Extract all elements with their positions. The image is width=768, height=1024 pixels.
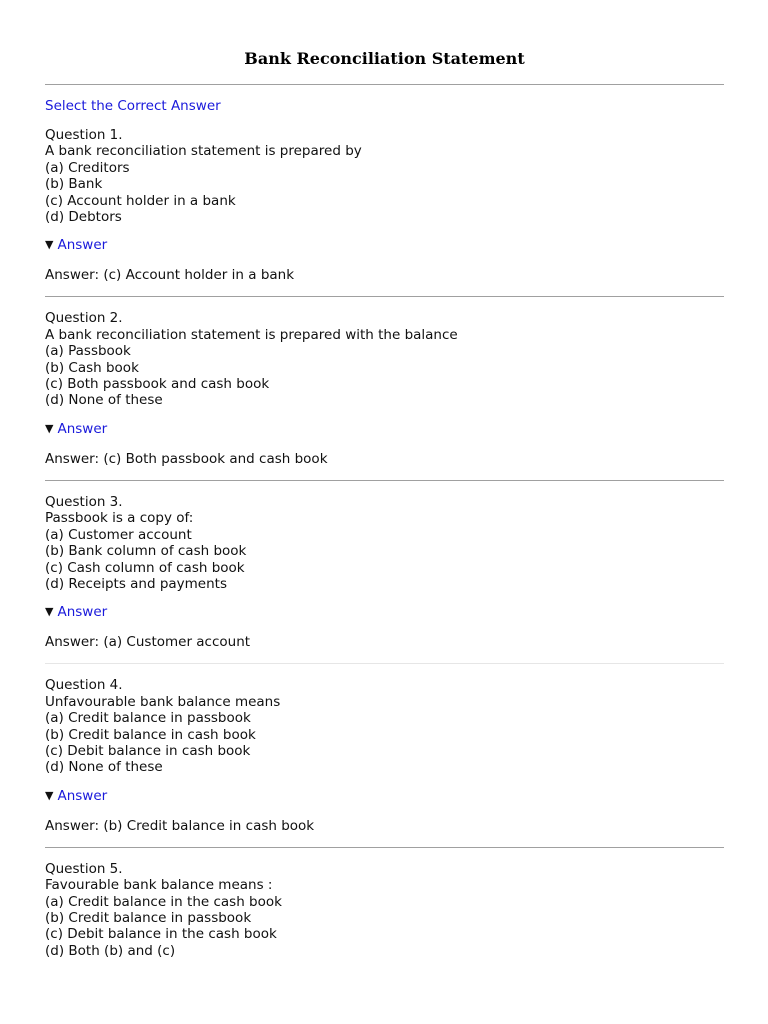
- question-4: [45, 677, 724, 775]
- question-5: [45, 861, 724, 959]
- answer-toggle-4[interactable]: [45, 788, 724, 805]
- question-text: A bank reconciliation statement is prepared by: [45, 143, 362, 160]
- answer-toggle-1[interactable]: [45, 237, 724, 254]
- question-text: Unfavourable bank balance means: [45, 693, 281, 710]
- option-c: (c) Both passbook and cash book: [45, 376, 270, 393]
- option-c: (c) Cash column of cash book: [45, 559, 245, 576]
- option-a: (a) Customer account: [45, 526, 192, 543]
- question-divider: [45, 296, 724, 297]
- option-c: (c) Account holder in a bank: [45, 192, 236, 209]
- question-text: Favourable bank balance means :: [45, 877, 273, 894]
- option-b: (b) Bank: [45, 176, 103, 193]
- option-a: (a) Credit balance in the cash book: [45, 893, 282, 910]
- question-divider: [45, 480, 724, 481]
- option-d: (d) None of these: [45, 392, 163, 409]
- triangle-down-icon: ▼: [45, 238, 54, 252]
- option-a: (a) Credit balance in passbook: [45, 710, 251, 727]
- triangle-down-icon: ▼: [45, 605, 54, 619]
- option-a: (a) Creditors: [45, 159, 130, 176]
- question-number: Question 4.: [45, 677, 123, 694]
- option-c: (c) Debit balance in cash book: [45, 742, 251, 759]
- section-subtitle: Select the Correct Answer: [45, 98, 221, 114]
- answer-text-1: Answer: (c) Account holder in a bank: [45, 267, 295, 284]
- question-text: Passbook is a copy of:: [45, 510, 194, 527]
- option-d: (d) Both (b) and (c): [45, 942, 176, 959]
- answer-text-4: Answer: (b) Credit balance in cash book: [45, 817, 315, 834]
- question-number: Question 1.: [45, 127, 123, 143]
- question-1: [45, 127, 724, 225]
- answer-toggle-2[interactable]: [45, 421, 724, 438]
- question-number: Question 3.: [45, 493, 123, 510]
- triangle-down-icon: ▼: [45, 421, 54, 435]
- option-c: (c) Debit balance in the cash book: [45, 926, 277, 943]
- option-a: (a) Passbook: [45, 343, 131, 360]
- question-text: A bank reconciliation statement is prepared with the balance: [45, 326, 458, 343]
- answer-text-2: Answer: (c) Both passbook and cash book: [45, 450, 328, 467]
- answer-toggle-label: Answer: [57, 237, 108, 254]
- question-2: [45, 310, 724, 408]
- option-b: (b) Cash book: [45, 359, 139, 376]
- question-divider: [45, 847, 724, 848]
- option-d: (d) Debtors: [45, 209, 122, 226]
- option-b: (b) Credit balance in passbook: [45, 909, 252, 926]
- option-b: (b) Bank column of cash book: [45, 543, 247, 560]
- question-divider: [45, 663, 724, 664]
- title-divider: [45, 84, 724, 85]
- answer-toggle-label: Answer: [57, 420, 108, 437]
- question-number: Question 2.: [45, 310, 123, 327]
- option-d: (d) Receipts and payments: [45, 575, 227, 592]
- option-b: (b) Credit balance in cash book: [45, 726, 256, 743]
- answer-toggle-3[interactable]: [45, 604, 724, 621]
- answer-toggle-label: Answer: [57, 787, 108, 804]
- document-page: [45, 0, 724, 959]
- answer-toggle-label: Answer: [57, 604, 108, 621]
- question-number: Question 5.: [45, 860, 123, 877]
- answer-text-3: Answer: (a) Customer account: [45, 634, 251, 651]
- triangle-down-icon: ▼: [45, 788, 54, 802]
- page-title: Bank Reconciliation Statement: [244, 49, 525, 68]
- option-d: (d) None of these: [45, 759, 163, 776]
- question-3: [45, 494, 724, 592]
